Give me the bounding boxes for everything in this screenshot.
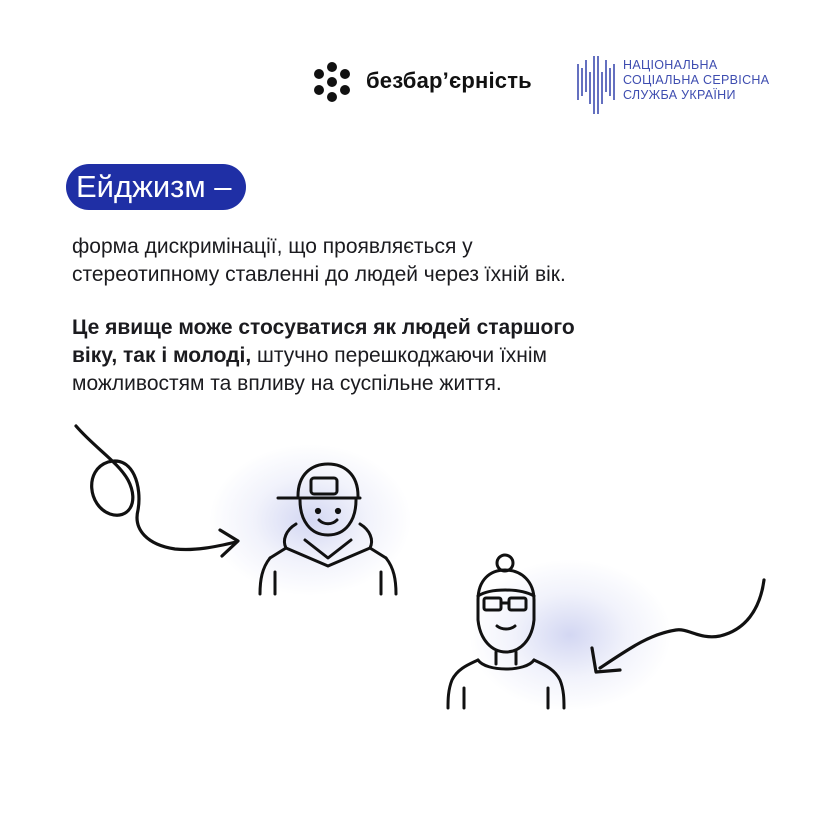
title-pill: Ейджизм – <box>66 164 246 210</box>
curly-arrow-icon <box>76 426 238 556</box>
curved-arrow-icon <box>592 580 764 672</box>
definition-line: форма дискримінації, що проявляється у <box>72 235 473 258</box>
definition-line: стереотипному ставленні до людей через їхній вік. <box>72 263 566 286</box>
agency-line: СОЦІАЛЬНА СЕРВІСНА <box>623 73 770 87</box>
agency-line: СЛУЖБА УКРАЇНИ <box>623 88 736 102</box>
young-person-cap-icon <box>260 464 396 594</box>
bold-text: Це явище може стосуватися як людей старшого <box>72 316 575 339</box>
regular-text: штучно перешкоджаючи їхнім <box>251 344 547 367</box>
bold-text: віку, так і молоді, <box>72 344 252 367</box>
agency-line: НАЦІОНАЛЬНА <box>623 58 718 72</box>
older-woman-glasses-icon <box>448 555 564 708</box>
regular-text: можливостям та впливу на суспільне життя. <box>72 372 502 395</box>
brand-name: безбар’єрність <box>366 68 532 93</box>
